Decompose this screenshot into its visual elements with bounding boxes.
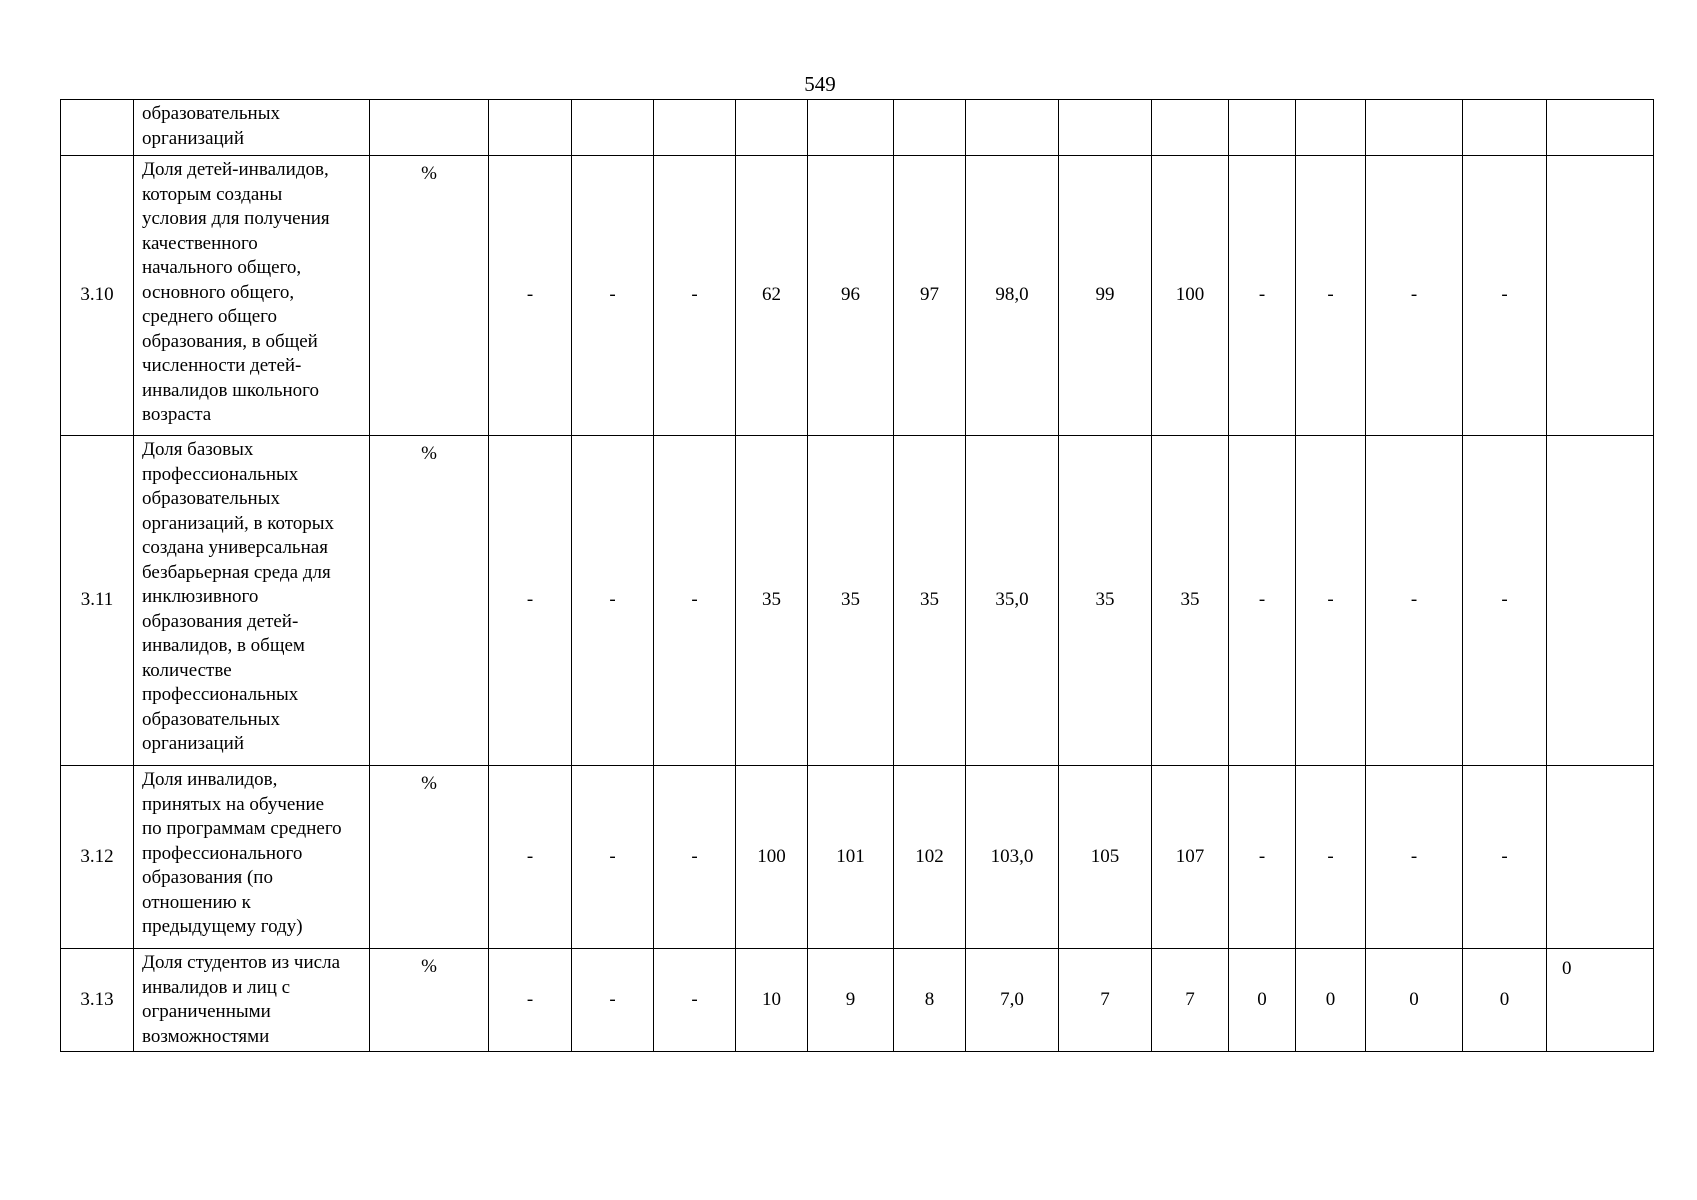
value-cell: - [1463,766,1547,949]
table-row [61,100,1654,156]
value-cell: 0 [1366,949,1463,1052]
value-cell [572,100,654,156]
value-cell: 35 [894,436,966,766]
value-cell: - [1296,766,1366,949]
value-cell: 100 [1152,156,1229,436]
value-cell: - [489,949,572,1052]
value-cell: - [1229,156,1296,436]
value-cell: 35 [736,436,808,766]
value-cell: - [1463,156,1547,436]
value-cell: - [654,156,736,436]
row-number-cell: 3.11 [61,436,134,766]
value-cell: 98,0 [966,156,1059,436]
value-cell: 62 [736,156,808,436]
table-row [61,949,1654,1052]
value-cell [1463,100,1547,156]
value-cell: - [1296,436,1366,766]
last-value-cell [1547,436,1654,766]
value-cell [808,100,894,156]
value-cell: 35 [808,436,894,766]
indicator-description: Доля базовых профессиональных образовательных организаций, в которых создана универсальная безбарьерная среда для инклюзивного образования детей- инвалидов, в общем количестве профессиональных образовательных организаций [142,439,335,754]
unit-cell: % [370,949,489,1052]
value-cell: 9 [808,949,894,1052]
last-value-cell [1547,156,1654,436]
value-cell: 7,0 [966,949,1059,1052]
value-cell: 35,0 [966,436,1059,766]
value-cell: 96 [808,156,894,436]
value-cell: - [654,436,736,766]
value-cell: - [489,766,572,949]
unit-cell: % [370,436,489,766]
page-number: 549 [804,72,836,96]
value-cell: - [489,156,572,436]
value-cell: 102 [894,766,966,949]
row-number-cell: 3.13 [61,949,134,1052]
last-value-cell [1547,766,1654,949]
row-number-cell [61,100,134,156]
value-cell: 107 [1152,766,1229,949]
value-cell: - [654,766,736,949]
value-cell [966,100,1059,156]
value-cell: - [1229,766,1296,949]
value-cell: - [1366,436,1463,766]
value-cell: 7 [1059,949,1152,1052]
unit-cell: % [370,766,489,949]
value-cell: 99 [1059,156,1152,436]
last-value-cell [1547,100,1654,156]
value-cell: 100 [736,766,808,949]
value-cell: 0 [1463,949,1547,1052]
value-cell: - [572,766,654,949]
value-cell: - [572,156,654,436]
value-cell: 0 [1229,949,1296,1052]
value-cell: 35 [1059,436,1152,766]
value-cell [1152,100,1229,156]
indicator-description: Доля студентов из числа инвалидов и лиц с ограниченными возможностями [142,952,341,1047]
value-cell: - [1463,436,1547,766]
value-cell [894,100,966,156]
indicator-description-cell [134,766,370,949]
table-row [61,156,1654,436]
value-cell: 10 [736,949,808,1052]
table-row [61,766,1654,949]
value-cell: 0 [1296,949,1366,1052]
value-cell: 35 [1152,436,1229,766]
value-cell [1296,100,1366,156]
value-cell: - [1366,156,1463,436]
indicator-table [60,99,1654,1052]
indicator-description: Доля инвалидов, принятых на обучение по программам среднего профессионального образования (по отношению к предыдущему году) [142,769,342,937]
value-cell: 97 [894,156,966,436]
value-cell: - [654,949,736,1052]
value-cell: 103,0 [966,766,1059,949]
value-cell [1366,100,1463,156]
value-cell: - [1296,156,1366,436]
value-cell: - [1366,766,1463,949]
table-row [61,436,1654,766]
value-cell: - [572,949,654,1052]
value-cell [736,100,808,156]
value-cell: 8 [894,949,966,1052]
indicator-description: Доля детей-инвалидов, которым созданы условия для получения качественного начального общего, основного общего, среднего общего образования, в общей численности детей- инвалидов школьного возраста [142,159,330,425]
value-cell: 105 [1059,766,1152,949]
unit-cell: % [370,156,489,436]
indicator-description: образовательных организаций [142,103,280,149]
value-cell: - [489,436,572,766]
row-number-cell: 3.10 [61,156,134,436]
row-number-cell: 3.12 [61,766,134,949]
unit-cell [370,100,489,156]
indicator-description-cell [134,100,370,156]
value-cell [489,100,572,156]
value-cell: - [1229,436,1296,766]
value-cell [654,100,736,156]
value-cell: - [572,436,654,766]
indicator-description-cell [134,156,370,436]
last-value-cell: 0 [1547,949,1654,1052]
indicator-description-cell [134,949,370,1052]
value-cell [1229,100,1296,156]
value-cell [1059,100,1152,156]
value-cell: 7 [1152,949,1229,1052]
indicator-description-cell [134,436,370,766]
value-cell: 101 [808,766,894,949]
